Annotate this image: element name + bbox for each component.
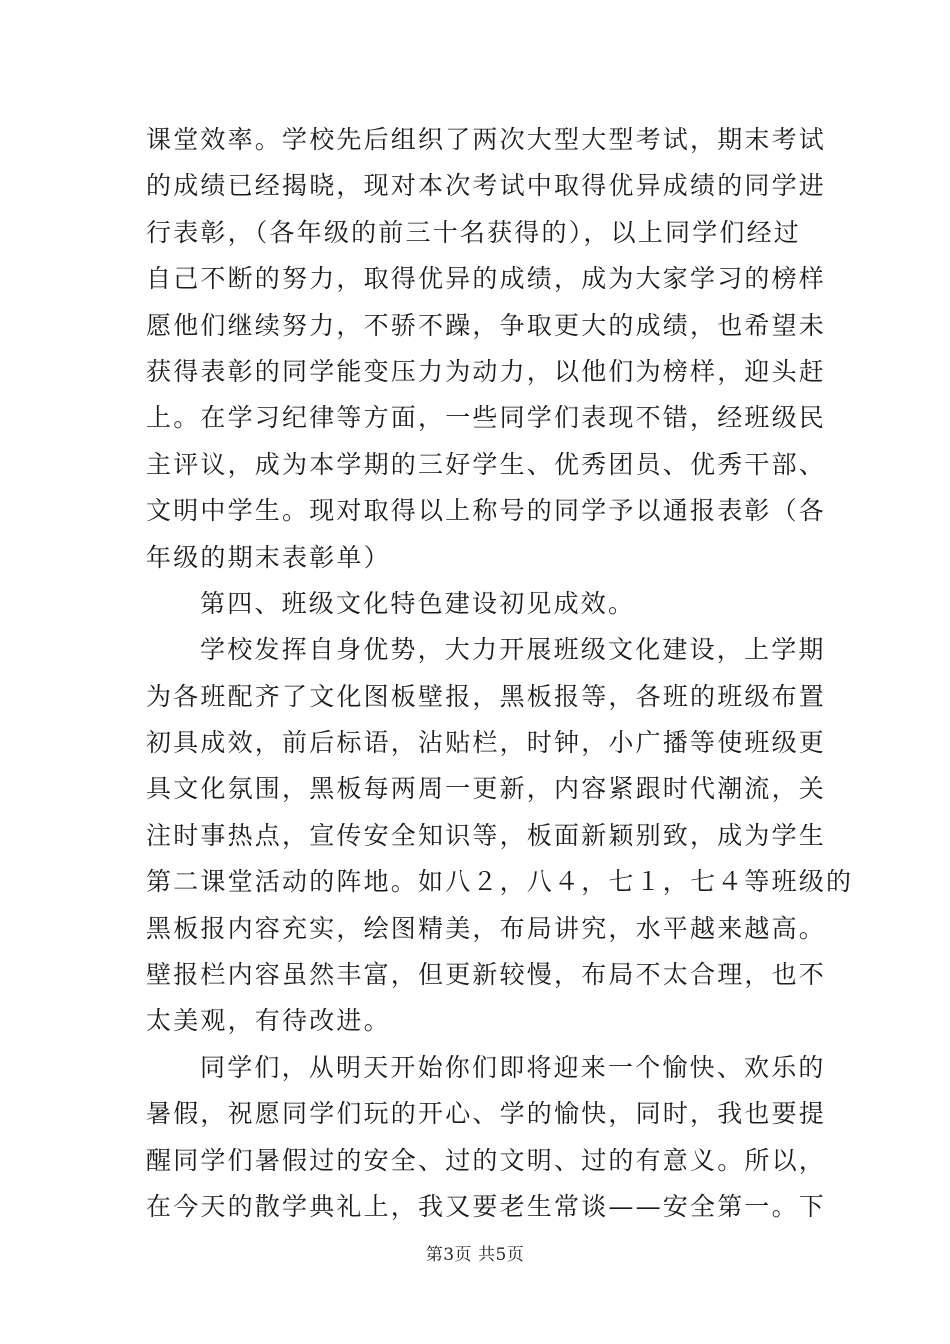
text-line: 行表彰，（各年级的前三十名获得的），以上同学们经过 [146,217,802,247]
text-line: 同学们，从明天开始你们即将迎来一个愉快、欢乐的 [200,1052,826,1082]
text-line: 上。在学习纪律等方面，一些同学们表现不错，经班级民 [146,403,827,433]
text-line: 愿他们继续努力，不骄不躁，争取更大的成绩，也希望未 [146,310,827,340]
text-line: 黑板报内容充实，绘图精美，布局讲究，水平越来越高。 [146,913,827,943]
text-line: 获得表彰的同学能变压力为动力，以他们为榜样，迎头赶 [146,356,827,386]
text-line: 学校发挥自身优势，大力开展班级文化建设，上学期 [200,635,826,665]
page-footer: 第3页 共5页 [425,1245,525,1265]
text-line: 自己不断的努力，取得优异的成绩，成为大家学习的榜样 [146,264,827,294]
document-body [146,117,854,1230]
text-line: 具文化氛围，黑板每两周一更新，内容紧跟时代潮流，关 [146,774,827,804]
text-line: 为各班配齐了文化图板壁报，黑板报等，各班的班级布置 [146,681,827,711]
text-line: 第二课堂活动的阵地。如八２，八４，七１，七４等班级的 [146,867,854,897]
text-line: 太美观，有待改进。 [146,1006,391,1036]
text-line: 课堂效率。学校先后组织了两次大型大型考试，期末考试 [146,125,827,154]
text-line: 第四、班级文化特色建设初见成效。 [200,588,636,618]
text-line: 暑假，祝愿同学们玩的开心、学的愉快，同时，我也要提 [146,1099,827,1129]
text-line: 初具成效，前后标语，沾贴栏，时钟，小广播等使班级更 [146,728,827,758]
text-line: 醒同学们暑假过的安全、过的文明、过的有意义。所以， [146,1145,827,1175]
text-line: 壁报栏内容虽然丰富，但更新较慢，布局不太合理，也不 [146,960,827,990]
text-line: 年级的期末表彰单） [146,542,391,572]
text-line: 的成绩已经揭晓，现对本次考试中取得优异成绩的同学进 [146,171,827,201]
text-line: 文明中学生。现对取得以上称号的同学予以通报表彰（各 [146,496,827,526]
text-line: 注时事热点，宣传安全知识等，板面新颖别致，成为学生 [146,820,827,850]
text-line: 在今天的散学典礼上，我又要老生常谈——安全第一。下 [146,1191,827,1221]
text-line: 主评议，成为本学期的三好学生、优秀团员、优秀干部、 [146,449,827,479]
